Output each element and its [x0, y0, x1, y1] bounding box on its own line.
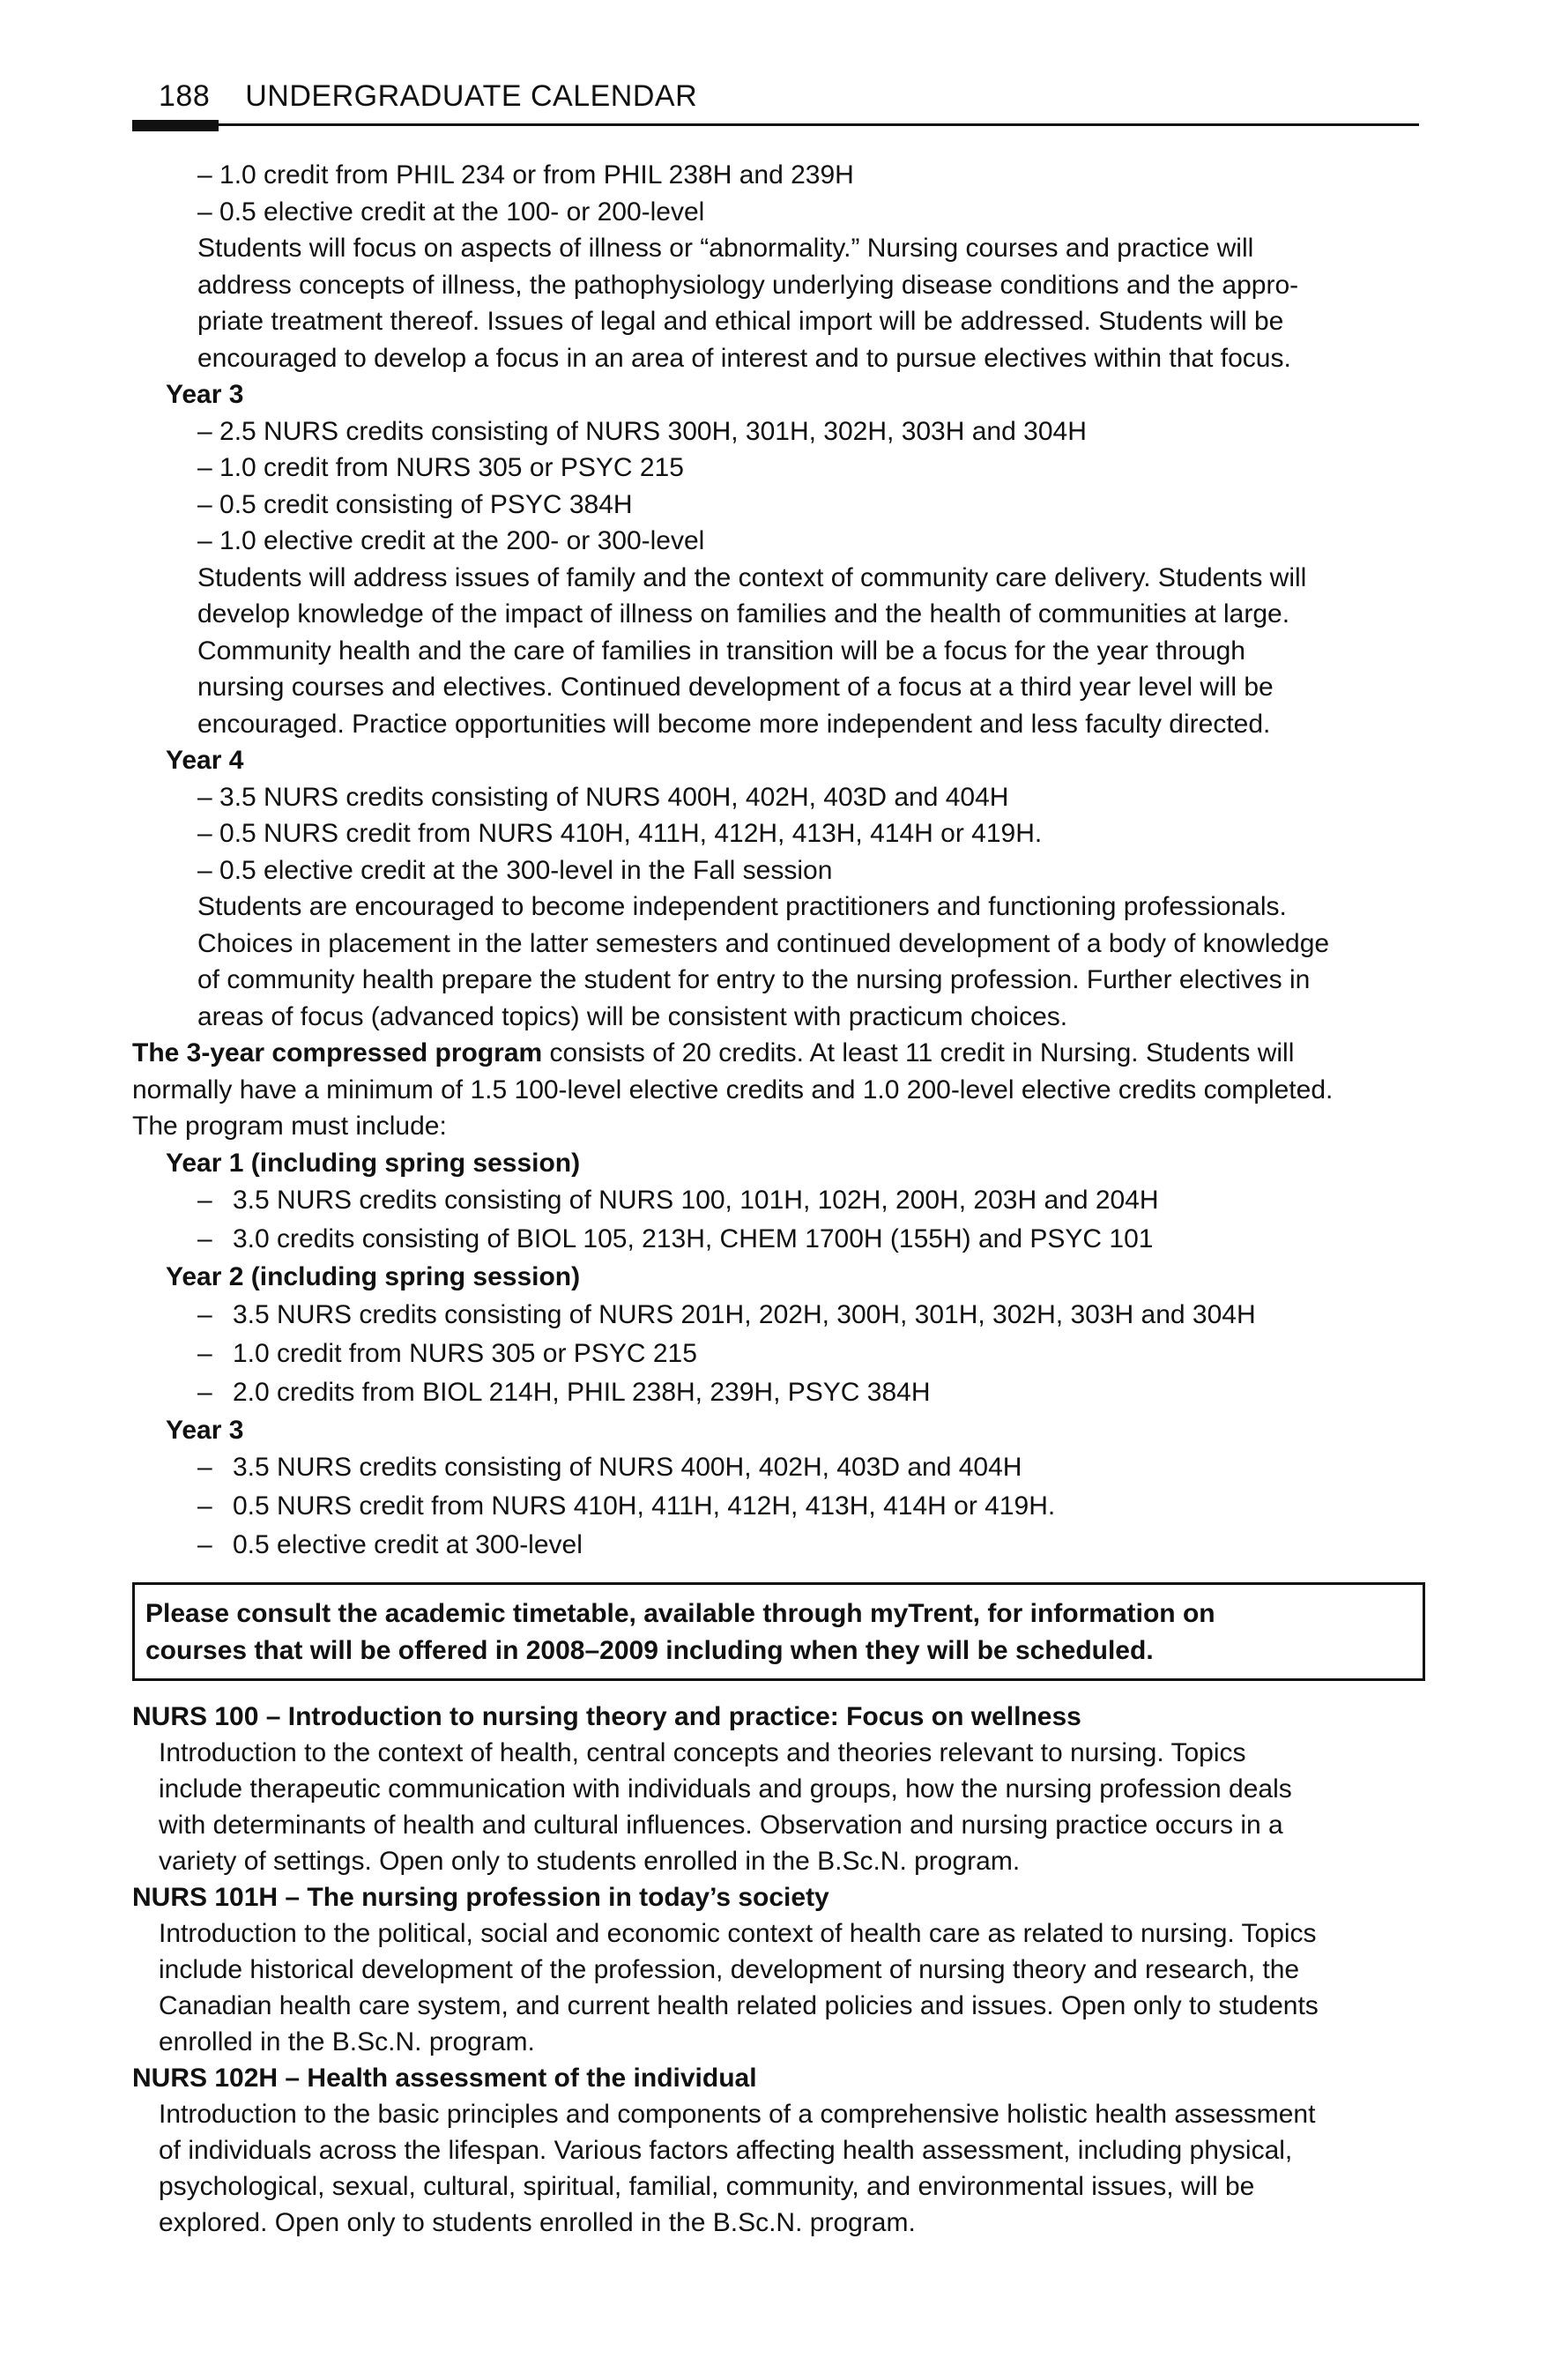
- paragraph-line: psychological, sexual, cultural, spiritual, familial, community, and environmental issues, will be: [159, 2172, 1255, 2201]
- requirement-item: [132, 1181, 1428, 1220]
- requirement-item: – 0.5 elective credit at the 300-level in the Fall session: [197, 855, 833, 885]
- requirement-item: – 0.5 NURS credit from NURS 410H, 411H, 412H, 413H, 414H or 419H.: [197, 819, 1043, 848]
- paragraph-line: normally have a minimum of 1.5 100-level elective credits and 1.0 200-level elective credits completed.: [132, 1075, 1334, 1104]
- paragraph-line: Introduction to the context of health, central concepts and theories relevant to nursing. Topics: [159, 1738, 1246, 1767]
- paragraph-line: areas of focus (advanced topics) will be consistent with practicum choices.: [197, 1001, 1068, 1031]
- course-entry: [132, 2060, 1428, 2241]
- dash-marker: –: [197, 1377, 212, 1407]
- paragraph-line: enrolled in the B.Sc.N. program.: [159, 2027, 535, 2056]
- paragraph-line: Introduction to the basic principles and components of a comprehensive holistic health assessment: [159, 2100, 1316, 2129]
- course-entry: [132, 1699, 1428, 1879]
- course-description: [132, 1735, 1428, 1879]
- paragraph-line: Students will address issues of family and the context of community care delivery. Students will: [197, 562, 1307, 592]
- paragraph-line: address concepts of illness, the pathophysiology underlying disease conditions and the appro-: [197, 270, 1299, 300]
- paragraph-line: Introduction to the political, social and economic context of health care as related to nursing. Topics: [159, 1919, 1317, 1948]
- year-heading: Year 1 (including spring session): [166, 1148, 581, 1178]
- course-entry: [132, 1879, 1428, 2060]
- paragraph-line: priate treatment thereof. Issues of legal and ethical import will be addressed. Students will be: [197, 307, 1284, 336]
- paragraph-line: encouraged. Practice opportunities will become more independent and less faculty directed.: [197, 709, 1271, 739]
- requirement-item: – 2.5 NURS credits consisting of NURS 300H, 301H, 302H, 303H and 304H: [197, 416, 1087, 446]
- year-heading: Year 2 (including spring session): [166, 1262, 581, 1291]
- requirement-text: 0.5 NURS credit from NURS 410H, 411H, 412H, 413H, 414H or 419H.: [233, 1491, 1056, 1521]
- header-rule: [132, 123, 1419, 126]
- paragraph-line: with determinants of health and cultural influences. Observation and nursing practice occurs in a: [159, 1811, 1283, 1840]
- year-heading: Year 3: [166, 1415, 244, 1445]
- notice-line: Please consult the academic timetable, available through myTrent, for information on: [145, 1599, 1215, 1628]
- paragraph-line: Canadian health care system, and current health related policies and issues. Open only to students: [159, 1991, 1319, 2020]
- course-title: NURS 102H – Health assessment of the individual: [132, 2064, 757, 2093]
- dash-marker: –: [197, 1530, 212, 1559]
- dash-marker: –: [197, 1453, 212, 1482]
- requirement-text: 3.0 credits consisting of BIOL 105, 213H, CHEM 1700H (155H) and PSYC 101: [233, 1224, 1154, 1253]
- timetable-notice-box: [132, 1582, 1425, 1681]
- paragraph-line: nursing courses and electives. Continued development of a focus at a third year level will be: [197, 673, 1274, 702]
- dash-marker: –: [197, 1299, 212, 1329]
- program-name: The 3-year compressed program: [132, 1038, 543, 1067]
- paragraph-line: [132, 1035, 1428, 1072]
- page-body: [132, 157, 1428, 2241]
- paragraph-line: Students will focus on aspects of illness or “abnormality.” Nursing courses and practice will: [197, 234, 1254, 263]
- requirement-item: – 0.5 elective credit at the 100- or 200-level: [197, 197, 705, 227]
- paragraph-line: include historical development of the profession, development of nursing theory and research, the: [159, 1955, 1300, 1984]
- requirement-item: – 1.0 elective credit at the 200- or 300-level: [197, 526, 705, 555]
- paragraph-line: encouraged to develop a focus in an area of interest and to pursue electives within that focus.: [197, 343, 1291, 373]
- course-title: NURS 101H – The nursing profession in today’s society: [132, 1883, 829, 1912]
- paragraph-line: develop knowledge of the impact of illness on families and the health of communities at large.: [197, 599, 1290, 628]
- course-title: NURS 100 – Introduction to nursing theory and practice: Focus on wellness: [132, 1702, 1081, 1731]
- dash-marker: –: [197, 1186, 212, 1215]
- paragraph-line: Students are encouraged to become independent practitioners and functioning professionals.: [197, 892, 1287, 921]
- paragraph-line: variety of settings. Open only to students enrolled in the B.Sc.N. program.: [159, 1847, 1021, 1876]
- course-description: [132, 2096, 1428, 2241]
- requirement-item: – 0.5 credit consisting of PSYC 384H: [197, 489, 633, 519]
- paragraph-line: of individuals across the lifespan. Various factors affecting health assessment, including physical,: [159, 2136, 1293, 2165]
- running-head-title: UNDERGRADUATE CALENDAR: [245, 79, 698, 113]
- requirement-text: 0.5 elective credit at 300-level: [233, 1530, 583, 1559]
- page-number: 188: [159, 79, 211, 113]
- year-heading: Year 4: [166, 746, 244, 775]
- requirement-text: 3.5 NURS credits consisting of NURS 100, 101H, 102H, 200H, 203H and 204H: [233, 1186, 1159, 1215]
- requirement-item: [132, 1448, 1428, 1487]
- year-description: [132, 889, 1428, 1035]
- year-description: [132, 230, 1428, 376]
- requirement-text: 3.5 NURS credits consisting of NURS 201H, 202H, 300H, 301H, 302H, 303H and 304H: [233, 1299, 1256, 1329]
- header-rule-accent: [132, 120, 219, 131]
- requirement-item: – 3.5 NURS credits consisting of NURS 400H, 402H, 403D and 404H: [197, 782, 1009, 812]
- compressed-program-intro: [132, 1035, 1428, 1145]
- requirement-text: 2.0 credits from BIOL 214H, PHIL 238H, 239H, PSYC 384H: [233, 1377, 931, 1407]
- paragraph-text: consists of 20 credits. At least 11 credit in Nursing. Students will: [542, 1038, 1295, 1067]
- paragraph-line: of community health prepare the student for entry to the nursing profession. Further electives in: [197, 965, 1311, 994]
- dash-marker: –: [197, 1338, 212, 1368]
- requirement-item: [132, 1373, 1428, 1412]
- dash-marker: –: [197, 1491, 212, 1521]
- requirement-item: [132, 1335, 1428, 1373]
- requirement-item: [132, 1526, 1428, 1565]
- paragraph-line: include therapeutic communication with individuals and groups, how the nursing profession deals: [159, 1774, 1292, 1804]
- requirement-item: [132, 1487, 1428, 1526]
- requirement-item: [132, 1296, 1428, 1335]
- requirement-item: [132, 1220, 1428, 1259]
- paragraph-line: Choices in placement in the latter semesters and continued development of a body of knowledge: [197, 928, 1330, 958]
- dash-marker: –: [197, 1224, 212, 1253]
- year-heading: Year 3: [166, 380, 244, 409]
- paragraph-line: explored. Open only to students enrolled in the B.Sc.N. program.: [159, 2208, 916, 2237]
- requirement-text: 3.5 NURS credits consisting of NURS 400H, 402H, 403D and 404H: [233, 1453, 1022, 1482]
- requirement-text: 1.0 credit from NURS 305 or PSYC 215: [233, 1338, 697, 1368]
- paragraph-line: The program must include:: [132, 1112, 447, 1141]
- paragraph-line: Community health and the care of families in transition will be a focus for the year through: [197, 636, 1245, 666]
- year-description: [132, 560, 1428, 743]
- requirement-item: – 1.0 credit from NURS 305 or PSYC 215: [197, 453, 684, 482]
- running-head: [159, 79, 697, 114]
- requirement-item: – 1.0 credit from PHIL 234 or from PHIL 238H and 239H: [197, 160, 854, 190]
- course-description: [132, 1915, 1428, 2060]
- notice-line: courses that will be offered in 2008–2009 including when they will be scheduled.: [145, 1636, 1154, 1665]
